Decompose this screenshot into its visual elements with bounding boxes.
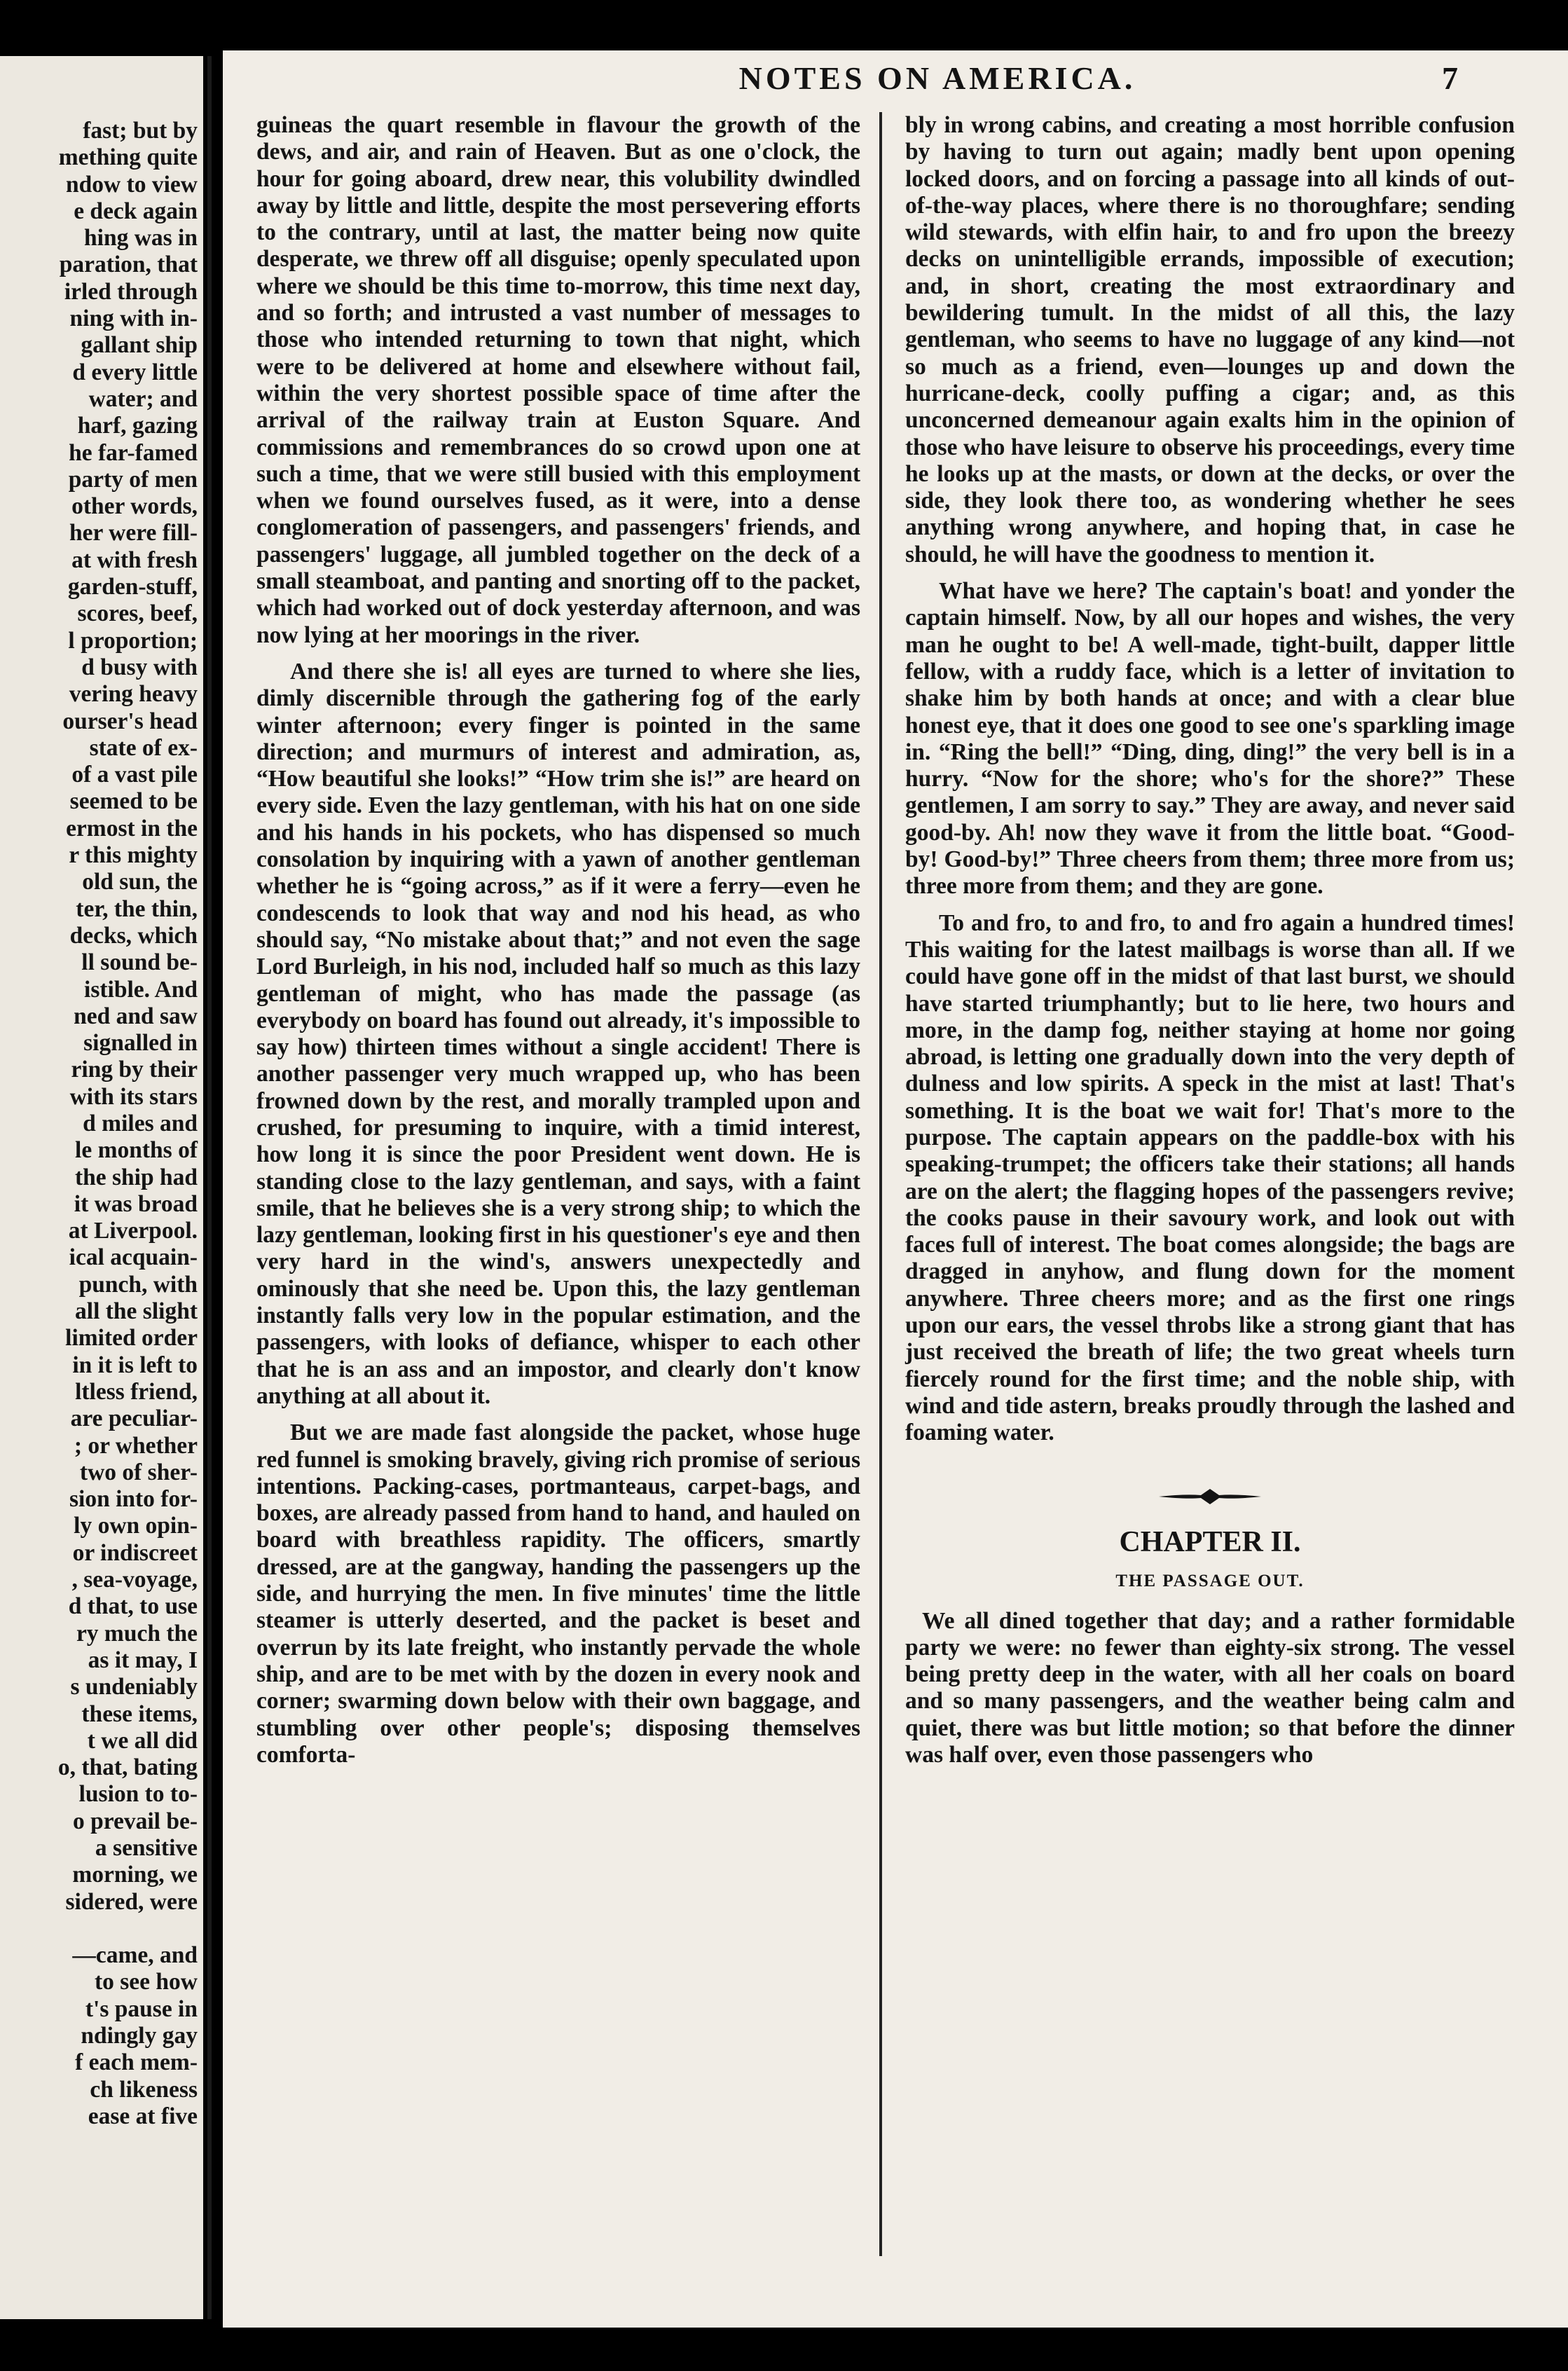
chapter-ornament-icon — [1157, 1486, 1263, 1507]
fragment-line: signalled in — [83, 1030, 198, 1057]
fragment-line: e deck again — [74, 198, 198, 224]
book-page — [223, 50, 1568, 2328]
paragraph: bly in wrong cabins, and creating a most horrible confusion by having to turn out again; madly bent upon opening locked doors, and on forcing a passage into all kinds of out-of-the-way places, where there is no thoroughfare; sending wild stewards, with elfin hair, to and fro upon the breezy decks on unintelligible errands, impossible of execution; and, in short, creating the most extraordinary and bewildering tumult. In the midst of all this, the lazy gentleman, who seems to have no luggage of any kind—not so much as a friend, even—lounges up and down the hurricane-deck, coolly puffing a cigar; and, as this unconcerned demeanour again exalts him in the opinion of those who have leisure to observe his proceedings, every time he looks up at the masts, or down at the decks, or over the side, they look there too, as wondering whether he sees anything wrong anywhere, and hoping that, in case he should, he will have the goodness to mention it. — [905, 112, 1515, 568]
previous-page-text — [0, 118, 198, 2130]
fragment-line: s undeniably — [70, 1674, 198, 1700]
fragment-line: ltless friend, — [75, 1378, 198, 1405]
fragment-line: paration, that — [59, 252, 198, 278]
fragment-line: limited order — [65, 1325, 198, 1352]
fragment-line: ned and saw — [74, 1003, 198, 1029]
fragment-line: at with fresh — [71, 547, 198, 573]
fragment-line: ry much the — [76, 1620, 198, 1647]
fragment-line: ly own opin- — [74, 1513, 198, 1539]
text-column-right — [905, 112, 1515, 1768]
fragment-line: fast; but by — [83, 118, 198, 144]
fragment-line: istible. And — [84, 976, 198, 1003]
fragment-line: ease at five — [88, 2103, 198, 2129]
fragment-line: —came, and — [72, 1942, 198, 1969]
fragment-line: these items, — [81, 1700, 198, 1727]
fragment-line: at Liverpool. — [68, 1218, 198, 1244]
fragment-line: party of men — [68, 466, 198, 493]
fragment-line: t's pause in — [85, 1995, 198, 2022]
fragment-line: d busy with — [81, 654, 198, 680]
fragment-line: as it may, I — [88, 1647, 198, 1673]
fragment-line: irled through — [64, 278, 198, 305]
fragment-line: old sun, the — [82, 869, 198, 895]
paragraph: To and fro, to and fro, to and fro again a hundred times! This waiting for the latest mailbags is worse than all. If we could have gone off in the midst of that last burst, we should have started triumphantly; but to lie here, two hours and more, in the damp fog, neither staying at home nor going abroad, is letting one gradually down into the very depth of dulness and low spirits. A speck in the mist at last! That's something. It is the boat we wait for! That's more to the purpose. The captain appears on the paddle-box with his speaking-trumpet; the officers take their stations; all hands are on the alert; the flagging hopes of the passengers revive; the cooks pause in their savoury work, and look out with faces full of interest. The boat comes alongside; the bags are dragged in anyhow, and flung down for the moment anywhere. Three cheers more; and as the first one rings upon our ears, the vessel throbs like a strong giant that has just received the breath of life; the two great wheels turn fiercely round for the first time; and the noble ship, with wind and tide astern, breaks proudly through the lashed and foaming water. — [905, 909, 1515, 1446]
fragment-line: a sensitive — [95, 1835, 198, 1861]
page-gutter-rule — [207, 56, 212, 2319]
fragment-line: garden-stuff, — [67, 574, 198, 600]
fragment-line: ll sound be- — [81, 949, 198, 976]
page-number: 7 — [1442, 60, 1458, 96]
fragment-line — [0, 1916, 198, 1942]
fragment-line: o prevail be- — [72, 1808, 198, 1834]
paragraph: But we are made fast alongside the packet, whose huge red funnel is smoking bravely, giving rich promise of serious intentions. Packing-cases, portmanteaus, carpet-bags, and boxes, are already passed from hand to hand, and hauled on board with breathless rapidity. The officers, smartly dressed, are at the gangway, handing the passengers up the side, and hurrying the men. In five minutes' time the little steamer is utterly deserted, and the packet is beset and overrun by its late freight, who instantly pervade the whole ship, and are to be met with by the dozen in every nook and corner; swarming down below with their own baggage, and stumbling over other people's; disposing themselves comforta- — [256, 1420, 860, 1768]
fragment-line: t we all did — [87, 1727, 198, 1754]
fragment-line: water; and — [88, 385, 198, 412]
fragment-line: with its stars — [69, 1083, 198, 1110]
fragment-line: in it is left to — [72, 1352, 198, 1378]
fragment-line: vering heavy — [69, 681, 198, 708]
fragment-line: hing was in — [84, 225, 198, 252]
fragment-line: r this mighty — [69, 842, 198, 869]
paragraph: What have we here? The captain's boat! and yonder the captain himself. Now, by all our hopes and wishes, the very man he ought to be! A well-made, tight-built, dapper little fellow, with a ruddy face, which is a letter of invitation to shake him by both hands at once; and with a clear blue honest eye, that it does one good to see one's sparkling image in. “Ring the bell!” “Ding, ding, ding!” the very bell is in a hurry. “Now for the shore; who's for the shore?” These gentlemen, I am sorry to say.” They are away, and never said good-by. Ah! now they wave it from the little boat. “Good-by! Good-by!” Three cheers from them; three more from us; three more from them; and they are gone. — [905, 578, 1515, 900]
fragment-line: ning with in- — [69, 305, 198, 332]
fragment-line: other words, — [71, 493, 198, 520]
fragment-line: ermost in the — [66, 815, 198, 841]
fragment-line: of a vast pile — [71, 762, 198, 788]
fragment-line: harf, gazing — [77, 413, 198, 439]
fragment-line: he far-famed — [69, 439, 198, 466]
fragment-line: her were fill- — [69, 520, 198, 547]
fragment-line: ndingly gay — [81, 2023, 198, 2049]
running-title: NOTES ON AMERICA. — [738, 60, 1136, 96]
fragment-line: or indiscreet — [72, 1539, 198, 1566]
fragment-line: scores, beef, — [77, 600, 198, 627]
fragment-line: d miles and — [83, 1110, 198, 1136]
fragment-line: l proportion; — [68, 627, 198, 654]
fragment-line: sion into for- — [69, 1486, 198, 1513]
chapter-subtitle: THE PASSAGE OUT. — [1115, 1571, 1305, 1590]
chapter-opening-paragraph: We all dined together that day; and a rather formidable party we were: no fewer than eighty-six strong. The vessel being pretty deep in the water, with all her coals on board and so many passengers, and the weather being calm and quiet, there was but little motion; so that before the dinner was half over, even those passengers who — [905, 1607, 1515, 1768]
fragment-line: all the slight — [75, 1298, 198, 1325]
fragment-line: to see how — [94, 1969, 198, 1995]
fragment-line: ndow to view — [66, 171, 198, 198]
fragment-line: morning, we — [72, 1862, 198, 1888]
column-divider — [879, 112, 882, 2256]
fragment-line: seemed to be — [69, 788, 198, 815]
fragment-line: ter, the thin, — [76, 895, 198, 922]
fragment-line: ical acquain- — [69, 1244, 198, 1271]
chapter-title: CHAPTER II. — [1119, 1525, 1301, 1558]
paragraph: guineas the quart resemble in flavour the growth of the dews, and air, and rain of Heaven. But as one o'clock, the hour for going aboard, drew near, this volubility dwindled away by little and little, despite the most persevering efforts to the contrary, until at last, the matter being now quite desperate, we threw off all disguise; openly speculated upon where we should be this time to-morrow, this time next day, and so forth; and intrusted a vast number of messages to those who intended returning to town that night, which were to be delivered at home and elsewhere without fail, within the very shortest possible space of time after the arrival of the railway train at Euston Square. And commissions and remembrances do so crowd upon one at such a time, that we were still busied with this employment when we found ourselves fused, as it were, into a dense conglomeration of passengers, and passengers' friends, and passengers' luggage, all jumbled together on the deck of a small steamboat, and panting and snorting off to the packet, which had worked out of dock yesterday afternoon, and was now lying at her moorings in the river. — [256, 112, 860, 648]
fragment-line: d every little — [72, 359, 198, 385]
fragment-line: sidered, were — [65, 1888, 198, 1915]
fragment-line: two of sher- — [79, 1459, 198, 1485]
fragment-line: are peculiar- — [70, 1406, 198, 1432]
fragment-line: gallant ship — [81, 332, 198, 359]
fragment-line: f each mem- — [75, 2049, 198, 2076]
previous-page-fragment — [0, 56, 203, 2319]
fragment-line: punch, with — [78, 1271, 198, 1298]
fragment-line: state of ex- — [89, 734, 198, 761]
fragment-line: , sea-voyage, — [71, 1567, 198, 1593]
fragment-line: ring by their — [71, 1057, 198, 1083]
fragment-line: ourser's head — [62, 708, 198, 734]
fragment-line: ch likeness — [90, 2076, 198, 2103]
fragment-line: le months of — [75, 1137, 198, 1164]
text-column-left — [256, 112, 860, 1768]
fragment-line: d that, to use — [68, 1593, 198, 1620]
fragment-line: ; or whether — [74, 1432, 198, 1459]
fragment-line: o, that, bating — [57, 1754, 198, 1781]
fragment-line: lusion to to- — [78, 1781, 198, 1808]
fragment-line: decks, which — [69, 922, 198, 949]
fragment-line: it was broad — [74, 1190, 198, 1217]
fragment-line: mething quite — [58, 144, 198, 171]
paragraph: And there she is! all eyes are turned to where she lies, dimly discernible through the gathering fog of the early winter afternoon; every finger is pointed in the same direction; and murmurs of interest and admiration, as, “How beautiful she looks!” “How trim she is!” are heard on every side. Even the lazy gentleman, with his hat on one side and his hands in his pockets, who has dispensed so much consolation by inquiring with a yawn of another gentleman whether he is “going across,” as if it were a ferry—even he condescends to look that way and nod his head, as who should say, “No mistake about that;” and not even the sage Lord Burleigh, in his nod, included half so much as this lazy gentleman of might, who has made the passage (as everybody on board has found out already, it's impossible to say how) thirteen times without a single accident! There is another passenger very much wrapped up, who has been frowned down by the rest, and morally trampled upon and crushed, for presuming to inquire, with a timid interest, how long it is since the poor President went down. He is standing close to the lazy gentleman, and says, with a faint smile, that he believes she is a very strong ship; to which the lazy gentleman, looking first in his questioner's eye and then very hard in the wind's, answers unexpectedly and ominously that she need be. Upon this, the lazy gentleman instantly falls very low in the popular estimation, and the passengers, with looks of defiance, whisper to each other that he is an ass and an impostor, and clearly don't know anything at all about it. — [256, 658, 860, 1409]
fragment-line: the ship had — [74, 1164, 198, 1190]
